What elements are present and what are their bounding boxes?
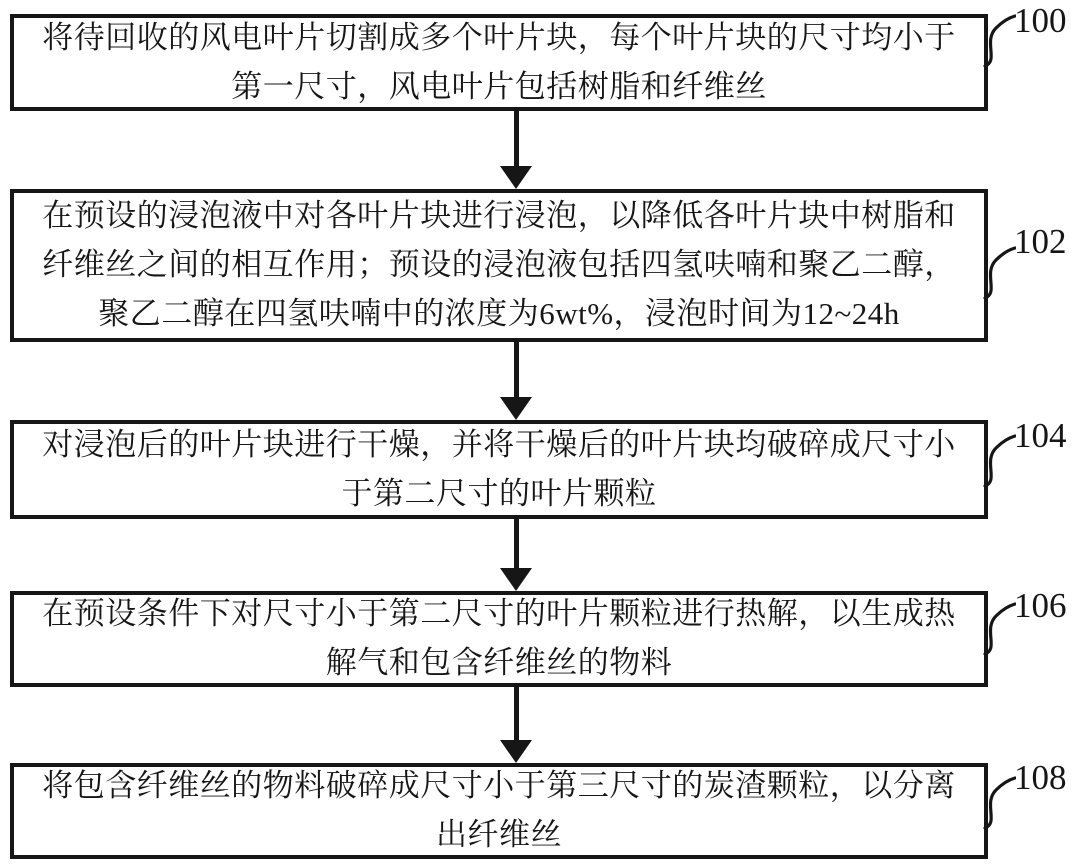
step-box-102 — [10, 189, 988, 342]
ref-leader-line-108 — [982, 776, 1016, 830]
ref-leader-line-104 — [982, 434, 1016, 488]
step-text-102: 在预设的浸泡液中对各叶片块进行浸泡，以降低各叶片块中树脂和纤维丝之间的相互作用；预设的浸泡液包括四氢呋喃和聚乙二醇，聚乙二醇在四氢呋喃中的浓度为6wt%，浸泡时间为12~24h — [42, 198, 956, 331]
arrow-head-icon — [500, 740, 532, 763]
arrow-shaft — [514, 111, 519, 166]
step-box-106 — [10, 591, 988, 687]
arrow-shaft — [514, 342, 519, 397]
ref-number-102: 102 — [1014, 222, 1067, 261]
flow-arrow-2 — [500, 342, 532, 420]
step-box-108 — [10, 763, 988, 859]
ref-number-104: 104 — [1014, 416, 1067, 455]
step-text-104: 对浸泡后的叶片块进行干燥，并将干燥后的叶片块均破碎成尺寸小于第二尺寸的叶片颗粒 — [42, 426, 956, 511]
arrow-head-icon — [500, 397, 532, 420]
flow-arrow-3 — [500, 519, 532, 591]
ref-leader-line-100 — [982, 14, 1016, 68]
step-box-104 — [10, 420, 988, 519]
ref-number-100: 100 — [1014, 1, 1067, 40]
step-text-106: 在预设条件下对尺寸小于第二尺寸的叶片颗粒进行热解，以生成热解气和包含纤维丝的物料 — [42, 596, 956, 680]
arrow-head-icon — [500, 568, 532, 591]
step-box-100 — [10, 14, 988, 111]
step-text-108: 将包含纤维丝的物料破碎成尺寸小于第三尺寸的炭渣颗粒，以分离出纤维丝 — [42, 768, 956, 852]
ref-leader-line-102 — [982, 246, 1016, 300]
arrow-shaft — [514, 519, 519, 568]
step-text-100: 将待回收的风电叶片切割成多个叶片块，每个叶片块的尺寸均小于第一尺寸，风电叶片包括树脂和纤维丝 — [42, 19, 956, 104]
arrow-shaft — [514, 687, 519, 740]
ref-leader-line-106 — [982, 602, 1016, 656]
arrow-head-icon — [500, 166, 532, 189]
flow-arrow-4 — [500, 687, 532, 763]
ref-number-106: 106 — [1014, 586, 1067, 625]
flow-arrow-1 — [500, 111, 532, 189]
ref-number-108: 108 — [1014, 758, 1067, 797]
